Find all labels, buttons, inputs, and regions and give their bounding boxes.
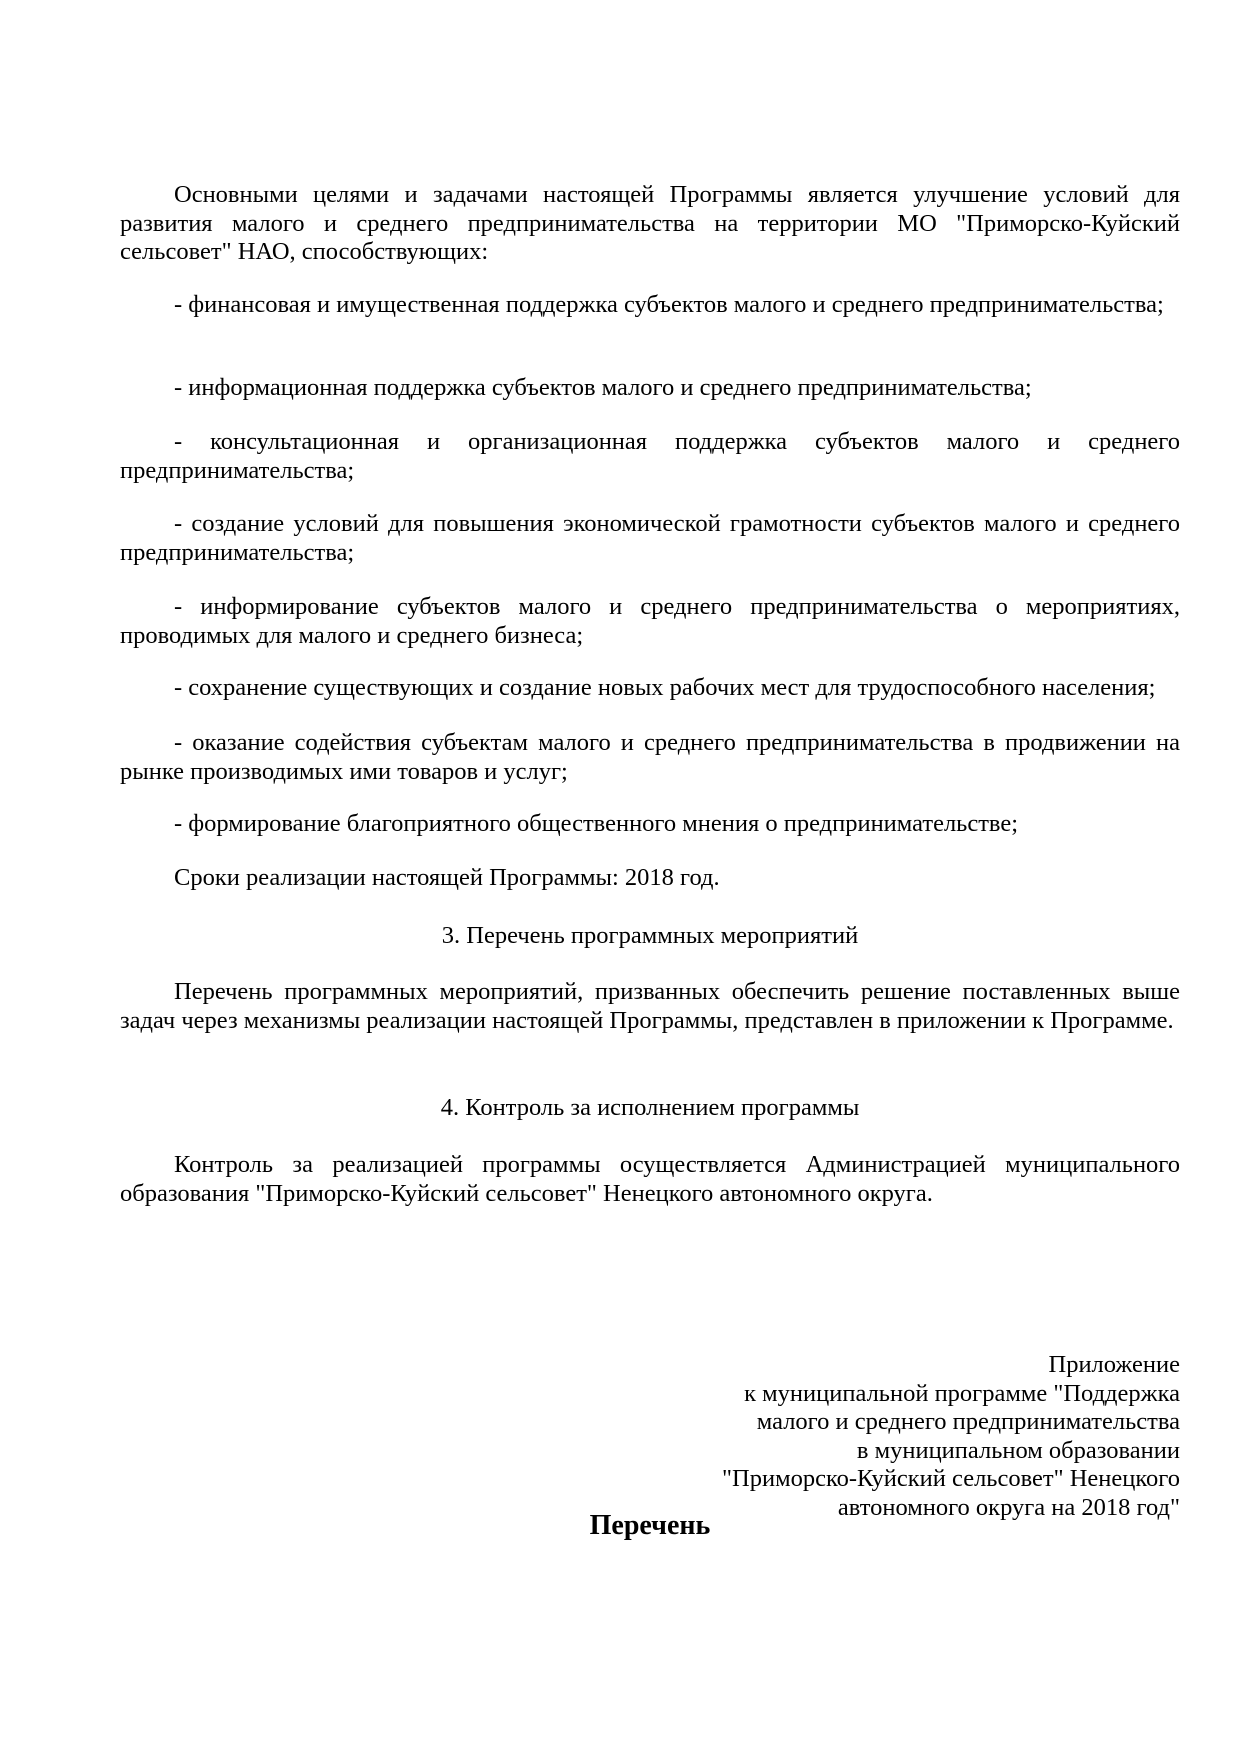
goal-item: - создание условий для повышения экономической грамотности субъектов малого и среднего предпринимательства; [120,510,1180,566]
goal-item: - информационная поддержка субъектов малого и среднего предпринимательства; [174,374,1032,401]
appendix-header [120,1351,1180,1523]
appendix-line: к муниципальной программе "Поддержка [744,1379,1180,1407]
section-3-text: Перечень программных мероприятий, призванных обеспечить решение поставленных выше задач через механизмы реализации настоящей Программы, представлен в приложении к Программе. [120,978,1180,1034]
goal-item: - финансовая и имущественная поддержка субъектов малого и среднего предпринимательства; [174,291,1164,318]
intro-paragraph: Основными целями и задачами настоящей Программы является улучшение условий для развития малого и среднего предпринимательства на территории МО "Приморско-Куйский сельсовет" НАО, способствующих: [120,181,1180,266]
goal-item: - формирование благоприятного общественного мнения о предпринимательстве; [174,810,1019,837]
goal-item: - консультационная и организационная поддержка субъектов малого и среднего предпринимательства; [120,428,1180,484]
goal-item: - оказание содействия субъектам малого и среднего предпринимательства в продвижении на рынке производимых ими товаров и услуг; [120,729,1180,785]
section-3-heading: 3. Перечень программных мероприятий [441,922,859,949]
appendix-line: "Приморско-Куйский сельсовет" Ненецкого [722,1465,1180,1493]
list-title: Перечень [589,1510,711,1541]
section-4-text: Контроль за реализацией программы осуществляется Администрацией муниципального образования "Приморско-Куйский сельсовет" Ненецкого автономного округа. [120,1151,1180,1207]
section-4-heading: 4. Контроль за исполнением программы [440,1094,860,1121]
appendix-line: автономного округа на 2018 год" [837,1493,1180,1521]
appendix-line: Приложение [1048,1351,1180,1378]
term-paragraph: Сроки реализации настоящей Программы: 2018 год. [174,864,720,891]
appendix-line: малого и среднего предпринимательства [756,1408,1180,1436]
goal-item: - информирование субъектов малого и среднего предпринимательства о мероприятиях, проводимых для малого и среднего бизнеса; [120,593,1180,649]
goal-item: - сохранение существующих и создание новых рабочих мест для трудоспособного населения; [174,674,1156,701]
appendix-line: в муниципальном образовании [856,1436,1180,1464]
